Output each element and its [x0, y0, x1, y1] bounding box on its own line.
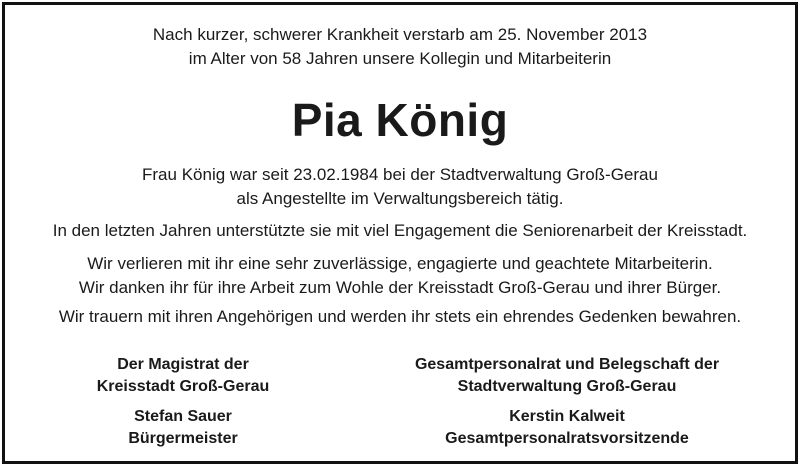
signature-org-line-2: Kreisstadt Groß-Gerau: [96, 378, 270, 395]
signature-role: Bürgermeister: [128, 430, 238, 447]
employment-paragraph: [5, 163, 795, 211]
signature-person: Stefan Sauer: [134, 408, 232, 425]
intro-line-1: Nach kurzer, schwerer Krankheit verstarb am 25. November 2013: [152, 25, 648, 44]
signature-block-magistrat: [63, 354, 303, 450]
tribute-paragraph: [5, 252, 795, 300]
signature-person: Kerstin Kalweit: [509, 408, 625, 425]
intro-line-2: im Alter von 58 Jahren unsere Kollegin und Mitarbeiterin: [188, 49, 612, 68]
signature-org-line-1: Gesamtpersonalrat und Belegschaft der: [414, 356, 720, 373]
signature-org-line-2: Stadtverwaltung Groß-Gerau: [457, 378, 677, 395]
obituary-notice: [2, 2, 798, 464]
signature-block-personalrat: [355, 354, 779, 450]
tribute-line-1: Wir verlieren mit ihr eine sehr zuverlässige, engagierte und geachtete Mitarbeiterin.: [87, 254, 713, 273]
engagement-paragraph: [5, 219, 795, 243]
employment-line-1: Frau König war seit 23.02.1984 bei der Stadtverwaltung Groß-Gerau: [142, 165, 658, 184]
deceased-name: Pia König: [291, 94, 509, 146]
intro-text: [5, 23, 795, 71]
engagement-line-1: In den letzten Jahren unterstützte sie mit viel Engagement die Seniorenarbeit der Kreisstadt.: [52, 221, 748, 240]
tribute-line-2: Wir danken ihr für ihre Arbeit zum Wohle der Kreisstadt Groß-Gerau und ihrer Bürger.: [78, 278, 722, 297]
signature-org-line-1: Der Magistrat der: [117, 356, 249, 373]
employment-line-2: als Angestellte im Verwaltungsbereich tätig.: [236, 189, 564, 208]
signature-role: Gesamtpersonalratsvorsitzende: [445, 430, 689, 447]
mourning-line-1: Wir trauern mit ihren Angehörigen und werden ihr stets ein ehrendes Gedenken bewahren.: [58, 307, 742, 326]
mourning-paragraph: [5, 305, 795, 329]
